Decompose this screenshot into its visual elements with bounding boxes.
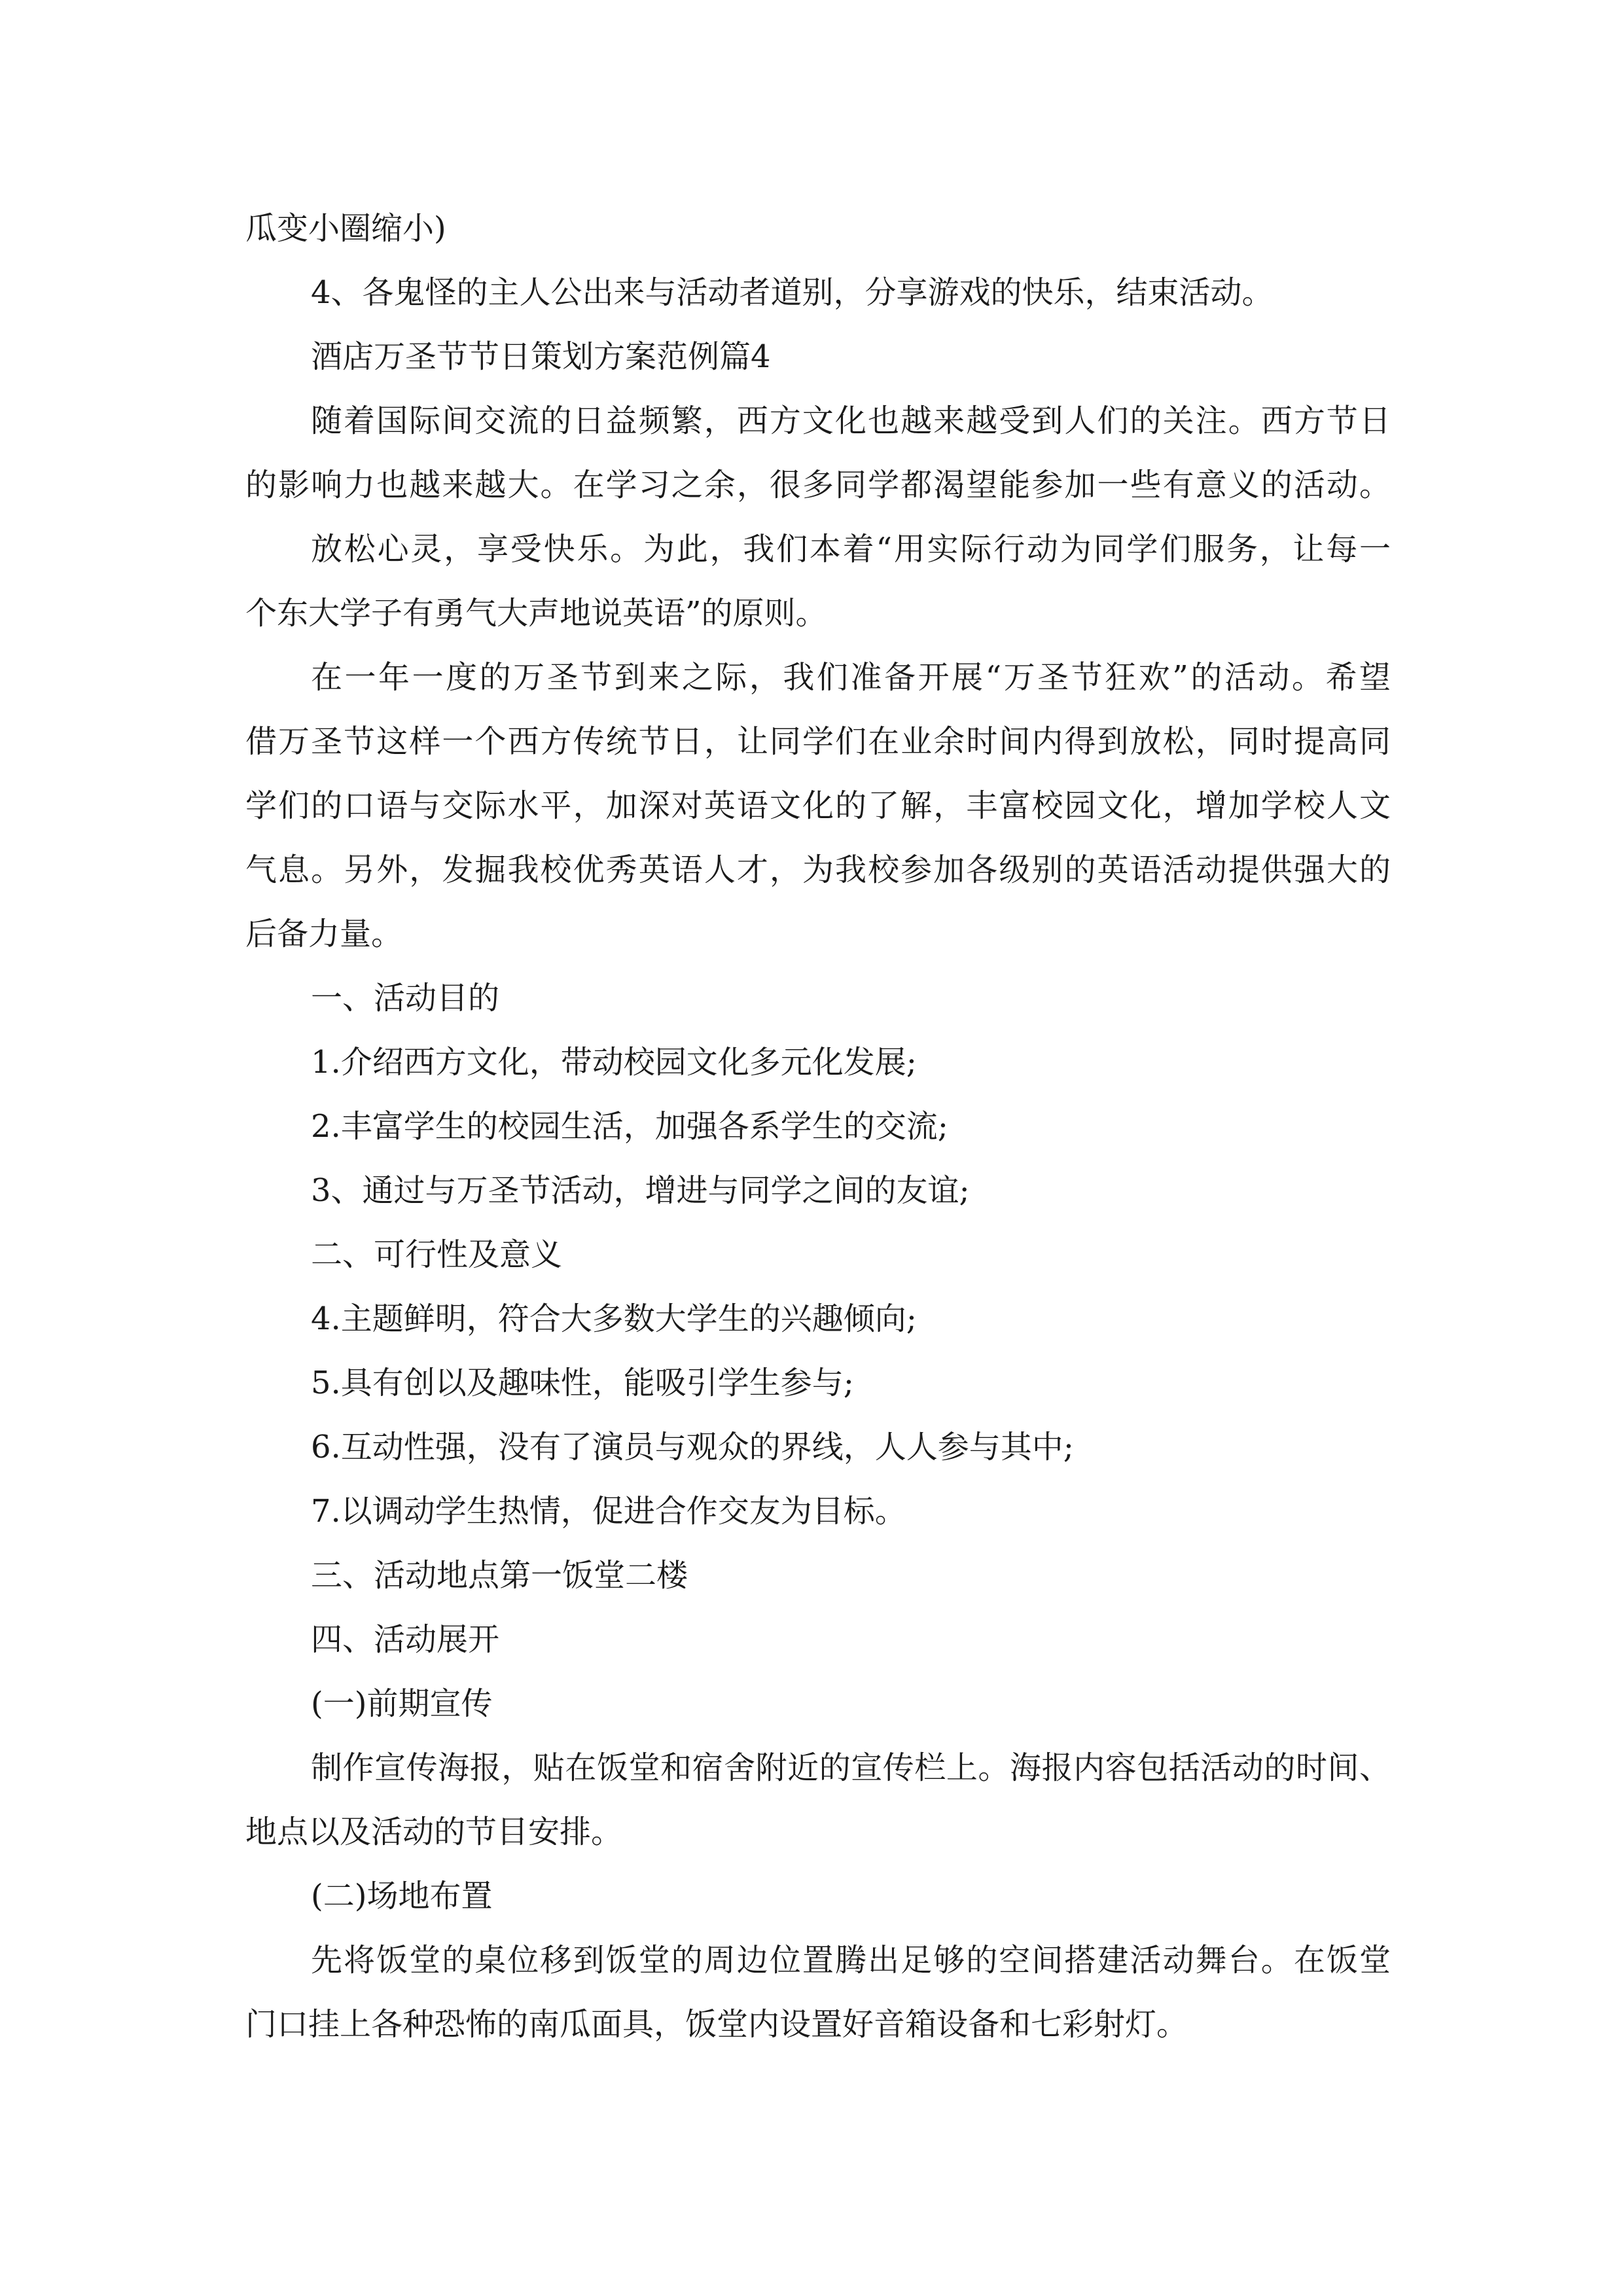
- subsection-heading: (一)前期宣传: [311, 1685, 493, 1722]
- list-item: 1.介绍西方文化，带动校园文化多元化发展;: [311, 1044, 917, 1081]
- text-line: 地点以及活动的节目安排。: [245, 1814, 623, 1850]
- section-heading: 三、活动地点第一饭堂二楼: [311, 1557, 688, 1594]
- list-item: 2.丰富学生的校园生活，加强各系学生的交流;: [311, 1108, 948, 1145]
- text-line: 门口挂上各种恐怖的南瓜面具，饭堂内设置好音箱设备和七彩射灯。: [245, 2006, 1188, 2043]
- text-line: 在一年一度的万圣节到来之际，我们准备开展“万圣节狂欢”的活动。希望: [311, 659, 1391, 696]
- text-line: 后备力量。: [245, 916, 403, 952]
- list-item: 4.主题鲜明，符合大多数大学生的兴趣倾向;: [311, 1300, 917, 1337]
- text-line: 4、各鬼怪的主人公出来与活动者道别，分享游戏的快乐，结束活动。: [311, 274, 1274, 311]
- text-line: 先将饭堂的桌位移到饭堂的周边位置腾出足够的空间搭建活动舞台。在饭堂: [311, 1942, 1391, 1979]
- text-line: 学们的口语与交际水平，加深对英语文化的了解，丰富校园文化，增加学校人文: [245, 787, 1391, 824]
- document-body: [245, 196, 1391, 2056]
- text-line: 气息。另外，发掘我校优秀英语人才，为我校参加各级别的英语活动提供强大的: [245, 852, 1391, 888]
- list-item: 3、通过与万圣节活动，增进与同学之间的友谊;: [311, 1172, 970, 1209]
- list-item: 6.互动性强，没有了演员与观众的界线，人人参与其中;: [311, 1429, 1074, 1465]
- text-line: 的影响力也越来越大。在学习之余，很多同学都渴望能参加一些有意义的活动。: [245, 467, 1391, 503]
- list-item: 7.以调动学生热情，促进合作交友为目标。: [311, 1493, 906, 1530]
- section-heading: 二、可行性及意义: [311, 1236, 563, 1273]
- list-item: 5.具有创以及趣味性，能吸引学生参与;: [311, 1365, 854, 1401]
- text-line: 瓜变小圈缩小): [245, 210, 446, 247]
- subsection-heading: (二)场地布置: [311, 1878, 493, 1914]
- text-line: 个东大学子有勇气大声地说英语”的原则。: [245, 595, 827, 632]
- text-line: 随着国际间交流的日益频繁，西方文化也越来越受到人们的关注。西方节日: [311, 403, 1391, 439]
- text-line: 借万圣节这样一个西方传统节日，让同学们在业余时间内得到放松，同时提高同: [245, 723, 1391, 760]
- text-line: 放松心灵，享受快乐。为此，我们本着“用实际行动为同学们服务，让每一: [311, 531, 1391, 567]
- section-heading: 酒店万圣节节日策划方案范例篇4: [311, 338, 771, 375]
- section-heading: 一、活动目的: [311, 980, 500, 1016]
- text-line: 制作宣传海报，贴在饭堂和宿舍附近的宣传栏上。海报内容包括活动的时间、: [311, 1749, 1391, 1786]
- section-heading: 四、活动展开: [311, 1621, 500, 1658]
